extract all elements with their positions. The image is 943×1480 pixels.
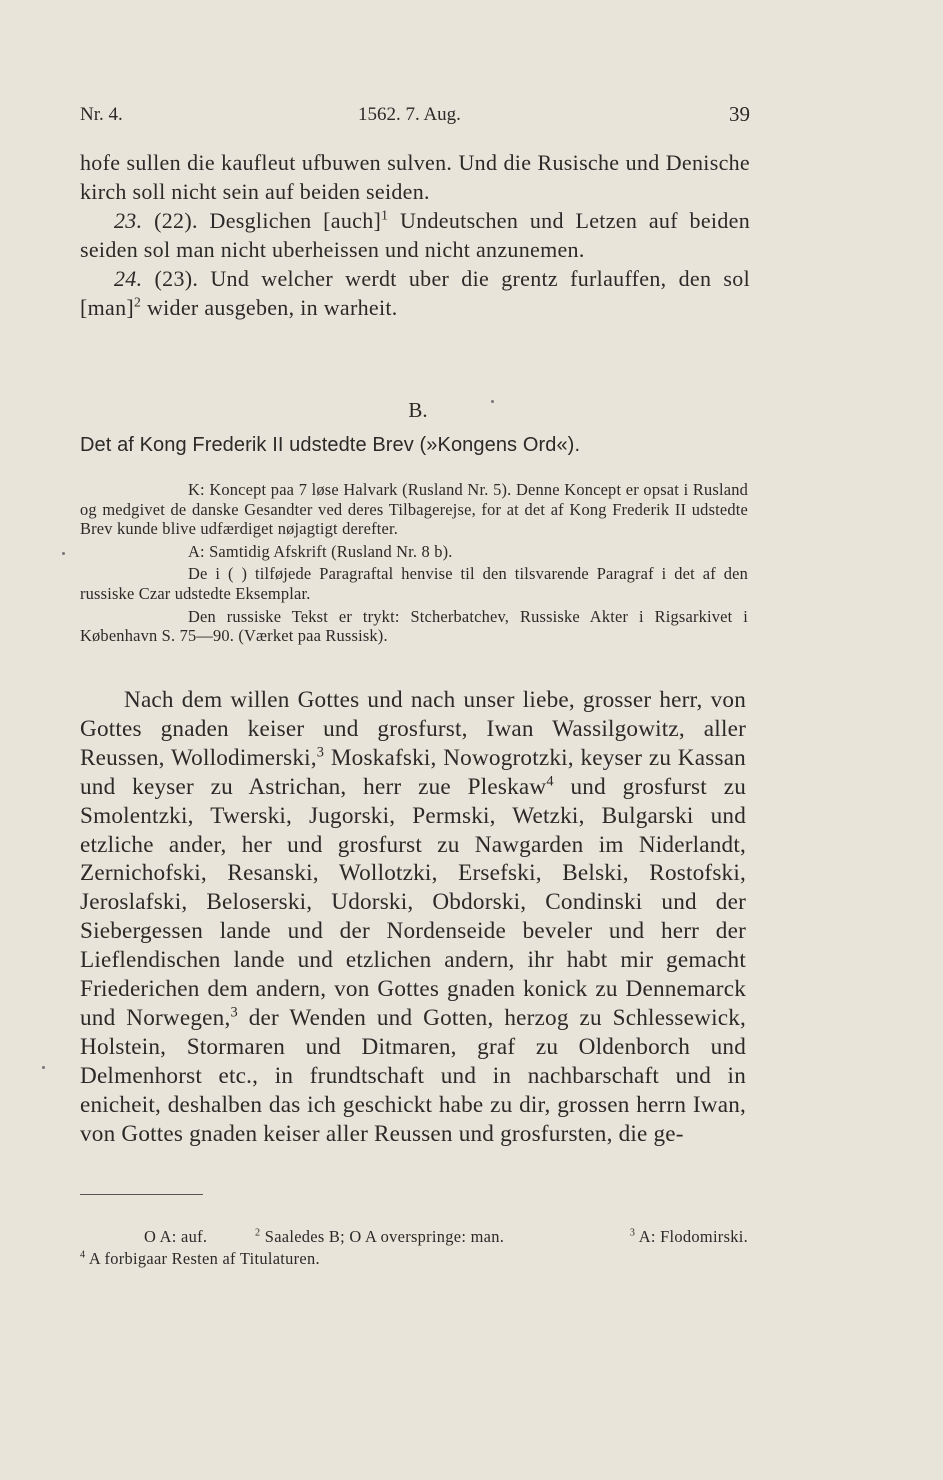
footnote-marker: 3 [316,744,325,761]
running-header [80,104,750,130]
body-text-run: Nach dem willen Gottes und nach unser liebe, grosser herr, von Gottes gnaden keiser und grosfurst, Iwan Wassilgowitz, aller Reussen, Wollodimerski, [80,687,746,771]
footnote-2 [255,1226,504,1248]
section-letter: B. [408,398,428,422]
body-text-run: der Wenden und Gotten, herzog zu Schlessewick, Holstein, Stormaren und Ditmaren, graf zu Oldenborch und Delmenhorst etc., in frundtschaft und in nachbarschaft und in enicheit, deshalben das ich geschickt habe zu dir, grossen herrn Iwan, von Gottes gnaden keiser aller Reussen und grosfursten, die ge- [80,1004,746,1147]
footnotes [80,1226,748,1270]
editorial-notes [80,480,748,649]
paragraph-text: wider ausgeben, in warheit. [141,295,398,320]
footnote-text: A forbigaar Resten af Titulaturen. [85,1249,320,1268]
note-source-k: K: Koncept paa 7 løse Halvark (Rusland Nr. 5). Denne Koncept er opsat i Rusland og medgivet de danske Gesandter ved deres Tilbagerejse, for at det af Kong Frederik II udstedte Brev kunde blive udfærdiget nøjagtigt derefter. [80,480,748,539]
section-title: Det af Kong Frederik II udstedte Brev (»Kongens Ord«). [80,434,581,456]
footnote-1: O A: auf. [144,1227,208,1246]
print-speck [491,400,494,403]
footnote-row [80,1226,748,1248]
footnote-3 [630,1226,748,1248]
paragraph-original-number: (22). [154,208,198,233]
body-paragraph [80,686,746,1149]
note-source-a: A: Samtidig Afskrift (Rusland Nr. 8 b). [188,541,453,561]
paragraph-24 [80,264,750,322]
note-russian-text: Den russiske Tekst er trykt: Stcherbatchev, Russiske Akter i Rigsarkivet i København S. 75—90. (Værket paa Russisk). [80,606,748,646]
paragraph-continuation: hofe sullen die kaufleut ufbuwen sulven. Und die Rusische und Denische kirch soll nicht sein auf beiden seiden. [80,150,750,204]
print-speck [62,552,65,555]
body-text-run: und grosfurst zu Smolentzki, Twerski, Jugorski, Permski, Wetzki, Bulgarski und etzliche ander, her und grosfurst zu Nawgarden im Niderlandt, Zernichofski, Resanski, Wollotzki, Ersefski, Belski, Rostofski, Jeroslafski, Beloserski, Udorski, Obdorski, Condinski und der Siebergessen lande und der Nordenseide beveler und herr der Lieflendischen lande und etzlichen andern, ihr habt mir gemacht Friederichen dem andern, von Gottes gnaden konick zu Dennemarck und Norwegen, [80,773,746,1031]
body-text-run: Moskafski, Nowogrotzki, keyser zu Kassan und keyser zu Astrichan, herr zue Pleskaw [80,744,746,800]
footnote-text: A: Flodomirski. [635,1227,748,1246]
main-body-text [80,686,746,1149]
footnote-4 [80,1248,748,1270]
paragraph-text: Desglichen [auch] [209,208,382,233]
footnote-number: 4 [80,1249,86,1261]
page-number: 39 [729,102,750,126]
footnote-marker: 1 [381,207,389,223]
header-document-number: Nr. 4. [80,104,123,125]
footnote-marker: 4 [546,772,554,789]
footnote-number: 3 [629,1227,636,1239]
print-speck [42,1066,45,1069]
header-date: 1562. 7. Aug. [358,104,461,125]
paragraph-text: Undeutschen und Letzen auf beiden seiden sol man nicht uberheissen und nicht anzunemen. [80,208,750,262]
footnote-marker: 3 [230,1004,238,1021]
footnote-number: 2 [255,1227,261,1239]
paragraph-original-number: (23). [154,266,199,291]
footnote-divider [80,1194,203,1195]
footnote-marker: 2 [134,294,142,310]
note-paragraph-numbers: De i ( ) tilføjede Paragraftal henvise til den tilsvarende Paragraf i det af den russiske Czar udstedte Eksemplar. [80,564,748,603]
paragraph-text: Und welcher werdt uber die grentz furlauffen, den sol [man] [80,266,750,320]
footnote-text: Saaledes B; O A overspringe: man. [260,1227,505,1246]
paragraph-23 [80,206,750,264]
paragraph-number: 23. [114,208,143,233]
text-block-a-continuation [80,148,750,322]
paragraph-number: 24. [114,266,143,291]
